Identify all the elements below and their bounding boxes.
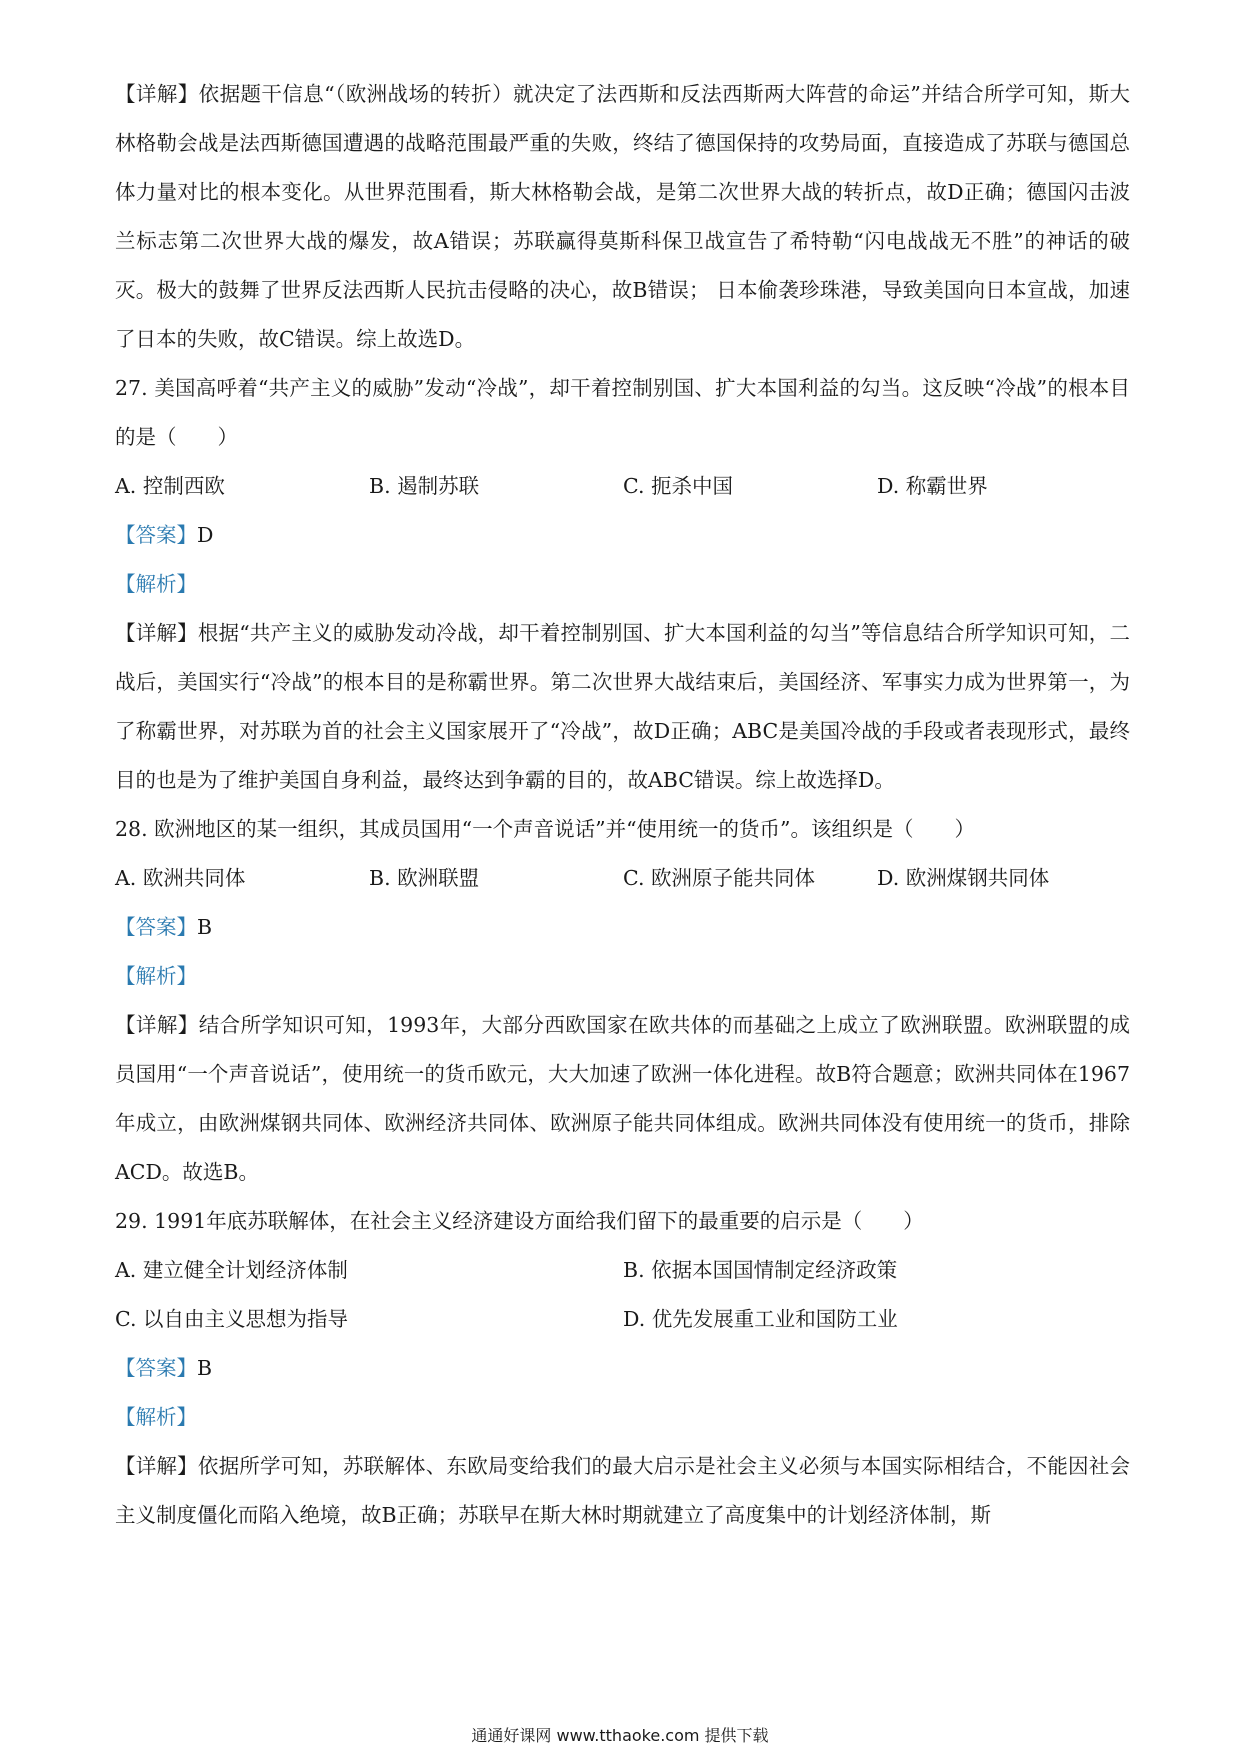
q29-stem: 29. 1991年底苏联解体，在社会主义经济建设方面给我们留下的最重要的启示是（ ） bbox=[115, 1209, 924, 1233]
q27-analysis-label: 【解析】 bbox=[115, 572, 197, 596]
detail-label: 【详解】 bbox=[115, 621, 198, 645]
q27-options bbox=[115, 462, 1130, 511]
q27-answer-value: D bbox=[197, 523, 214, 547]
detail-label: 【详解】 bbox=[115, 82, 199, 106]
q29-option-c: C. 以自由主义思想为指导 bbox=[115, 1307, 348, 1331]
q29-answer bbox=[115, 1344, 1130, 1393]
q28-detail-text: 结合所学知识可知，1993年，大部分西欧国家在欧共体的而基础之上成立了欧洲联盟。欧洲联盟的成员国用“一个声音说话”，使用统一的货币欧元，大大加速了欧洲一体化进程。故B符合题意；欧洲共同体在1967年成立，由欧洲煤钢共同体、欧洲经济共同体、欧洲原子能共同体组成。欧洲共同体没有使用统一的货币，排除ACD。故选B。 bbox=[115, 1013, 1131, 1184]
q29-options-row1 bbox=[115, 1246, 1130, 1295]
document-body bbox=[115, 70, 1130, 1540]
q29-answer-value: B bbox=[197, 1356, 213, 1380]
detail-label: 【详解】 bbox=[115, 1454, 198, 1478]
q27-detail bbox=[115, 609, 1130, 805]
q27-option-c: C. 扼杀中国 bbox=[623, 474, 733, 498]
q27-stem: 27. 美国高呼着“共产主义的威胁”发动“冷战”，却干着控制别国、扩大本国利益的勾当。这反映“冷战”的根本目的是（ ） bbox=[115, 376, 1130, 449]
q28-answer-value: B bbox=[197, 915, 213, 939]
page-footer: 通通好课网 www.tthaoke.com 提供下载 bbox=[471, 1726, 769, 1745]
q26-detail bbox=[115, 70, 1130, 364]
q26-detail-text: 依据题干信息“（欧洲战场的转折）就决定了法西斯和反法西斯两大阵营的命运”并结合所学可知，斯大林格勒会战是法西斯德国遭遇的战略范围最严重的失败，终结了德国保持的攻势局面，直接造成了苏联与德国总体力量对比的根本变化。从世界范围看，斯大林格勒会战，是第二次世界大战的转折点，故D正确；德国闪击波兰标志第二次世界大战的爆发，故A错误；苏联赢得莫斯科保卫战宣告了希特勒“闪电战战无不胜”的神话的破灭。极大的鼓舞了世界反法西斯人民抗击侵略的决心，故B错误； 日本偷袭珍珠港，导致美国向日本宣战，加速了日本的失败，故C错误。综上故选D。 bbox=[115, 82, 1130, 351]
q28-detail bbox=[115, 1001, 1130, 1197]
q28-analysis-label: 【解析】 bbox=[115, 964, 197, 988]
q29-options-row2 bbox=[115, 1295, 1130, 1344]
q28-option-b: B. 欧洲联盟 bbox=[369, 866, 480, 890]
q29-detail-text: 依据所学可知，苏联解体、东欧局变给我们的最大启示是社会主义必须与本国实际相结合，不能因社会主义制度僵化而陷入绝境，故B正确；苏联早在斯大林时期就建立了高度集中的计划经济体制，斯 bbox=[115, 1454, 1130, 1527]
q27-answer bbox=[115, 511, 1130, 560]
q28-stem: 28. 欧洲地区的某一组织，其成员国用“一个声音说话”并“使用统一的货币”。该组织是（ ） bbox=[115, 817, 976, 841]
q29-analysis-label: 【解析】 bbox=[115, 1405, 197, 1429]
answer-label: 【答案】 bbox=[115, 1356, 197, 1380]
detail-label: 【详解】 bbox=[115, 1013, 199, 1037]
q28-option-c: C. 欧洲原子能共同体 bbox=[623, 866, 815, 890]
q28-option-a: A. 欧洲共同体 bbox=[115, 866, 246, 890]
q28-option-d: D. 欧洲煤钢共同体 bbox=[877, 866, 1050, 890]
answer-label: 【答案】 bbox=[115, 915, 197, 939]
q28-options bbox=[115, 854, 1130, 903]
q28-answer bbox=[115, 903, 1130, 952]
answer-label: 【答案】 bbox=[115, 523, 197, 547]
q27-option-d: D. 称霸世界 bbox=[877, 474, 988, 498]
q29-option-a: A. 建立健全计划经济体制 bbox=[115, 1258, 348, 1282]
q27-detail-text: 根据“共产主义的威胁发动冷战，却干着控制别国、扩大本国利益的勾当”等信息结合所学知识可知，二战后，美国实行“冷战”的根本目的是称霸世界。第二次世界大战结束后，美国经济、军事实力成为世界第一，为了称霸世界，对苏联为首的社会主义国家展开了“冷战”，故D正确；ABC是美国冷战的手段或者表现形式，最终目的也是为了维护美国自身利益，最终达到争霸的目的，故ABC错误。综上故选择D。 bbox=[115, 621, 1130, 792]
q29-detail bbox=[115, 1442, 1130, 1540]
q27-option-b: B. 遏制苏联 bbox=[369, 474, 480, 498]
q27-option-a: A. 控制西欧 bbox=[115, 474, 225, 498]
q29-option-d: D. 优先发展重工业和国防工业 bbox=[623, 1307, 898, 1331]
q29-option-b: B. 依据本国国情制定经济政策 bbox=[623, 1258, 898, 1282]
